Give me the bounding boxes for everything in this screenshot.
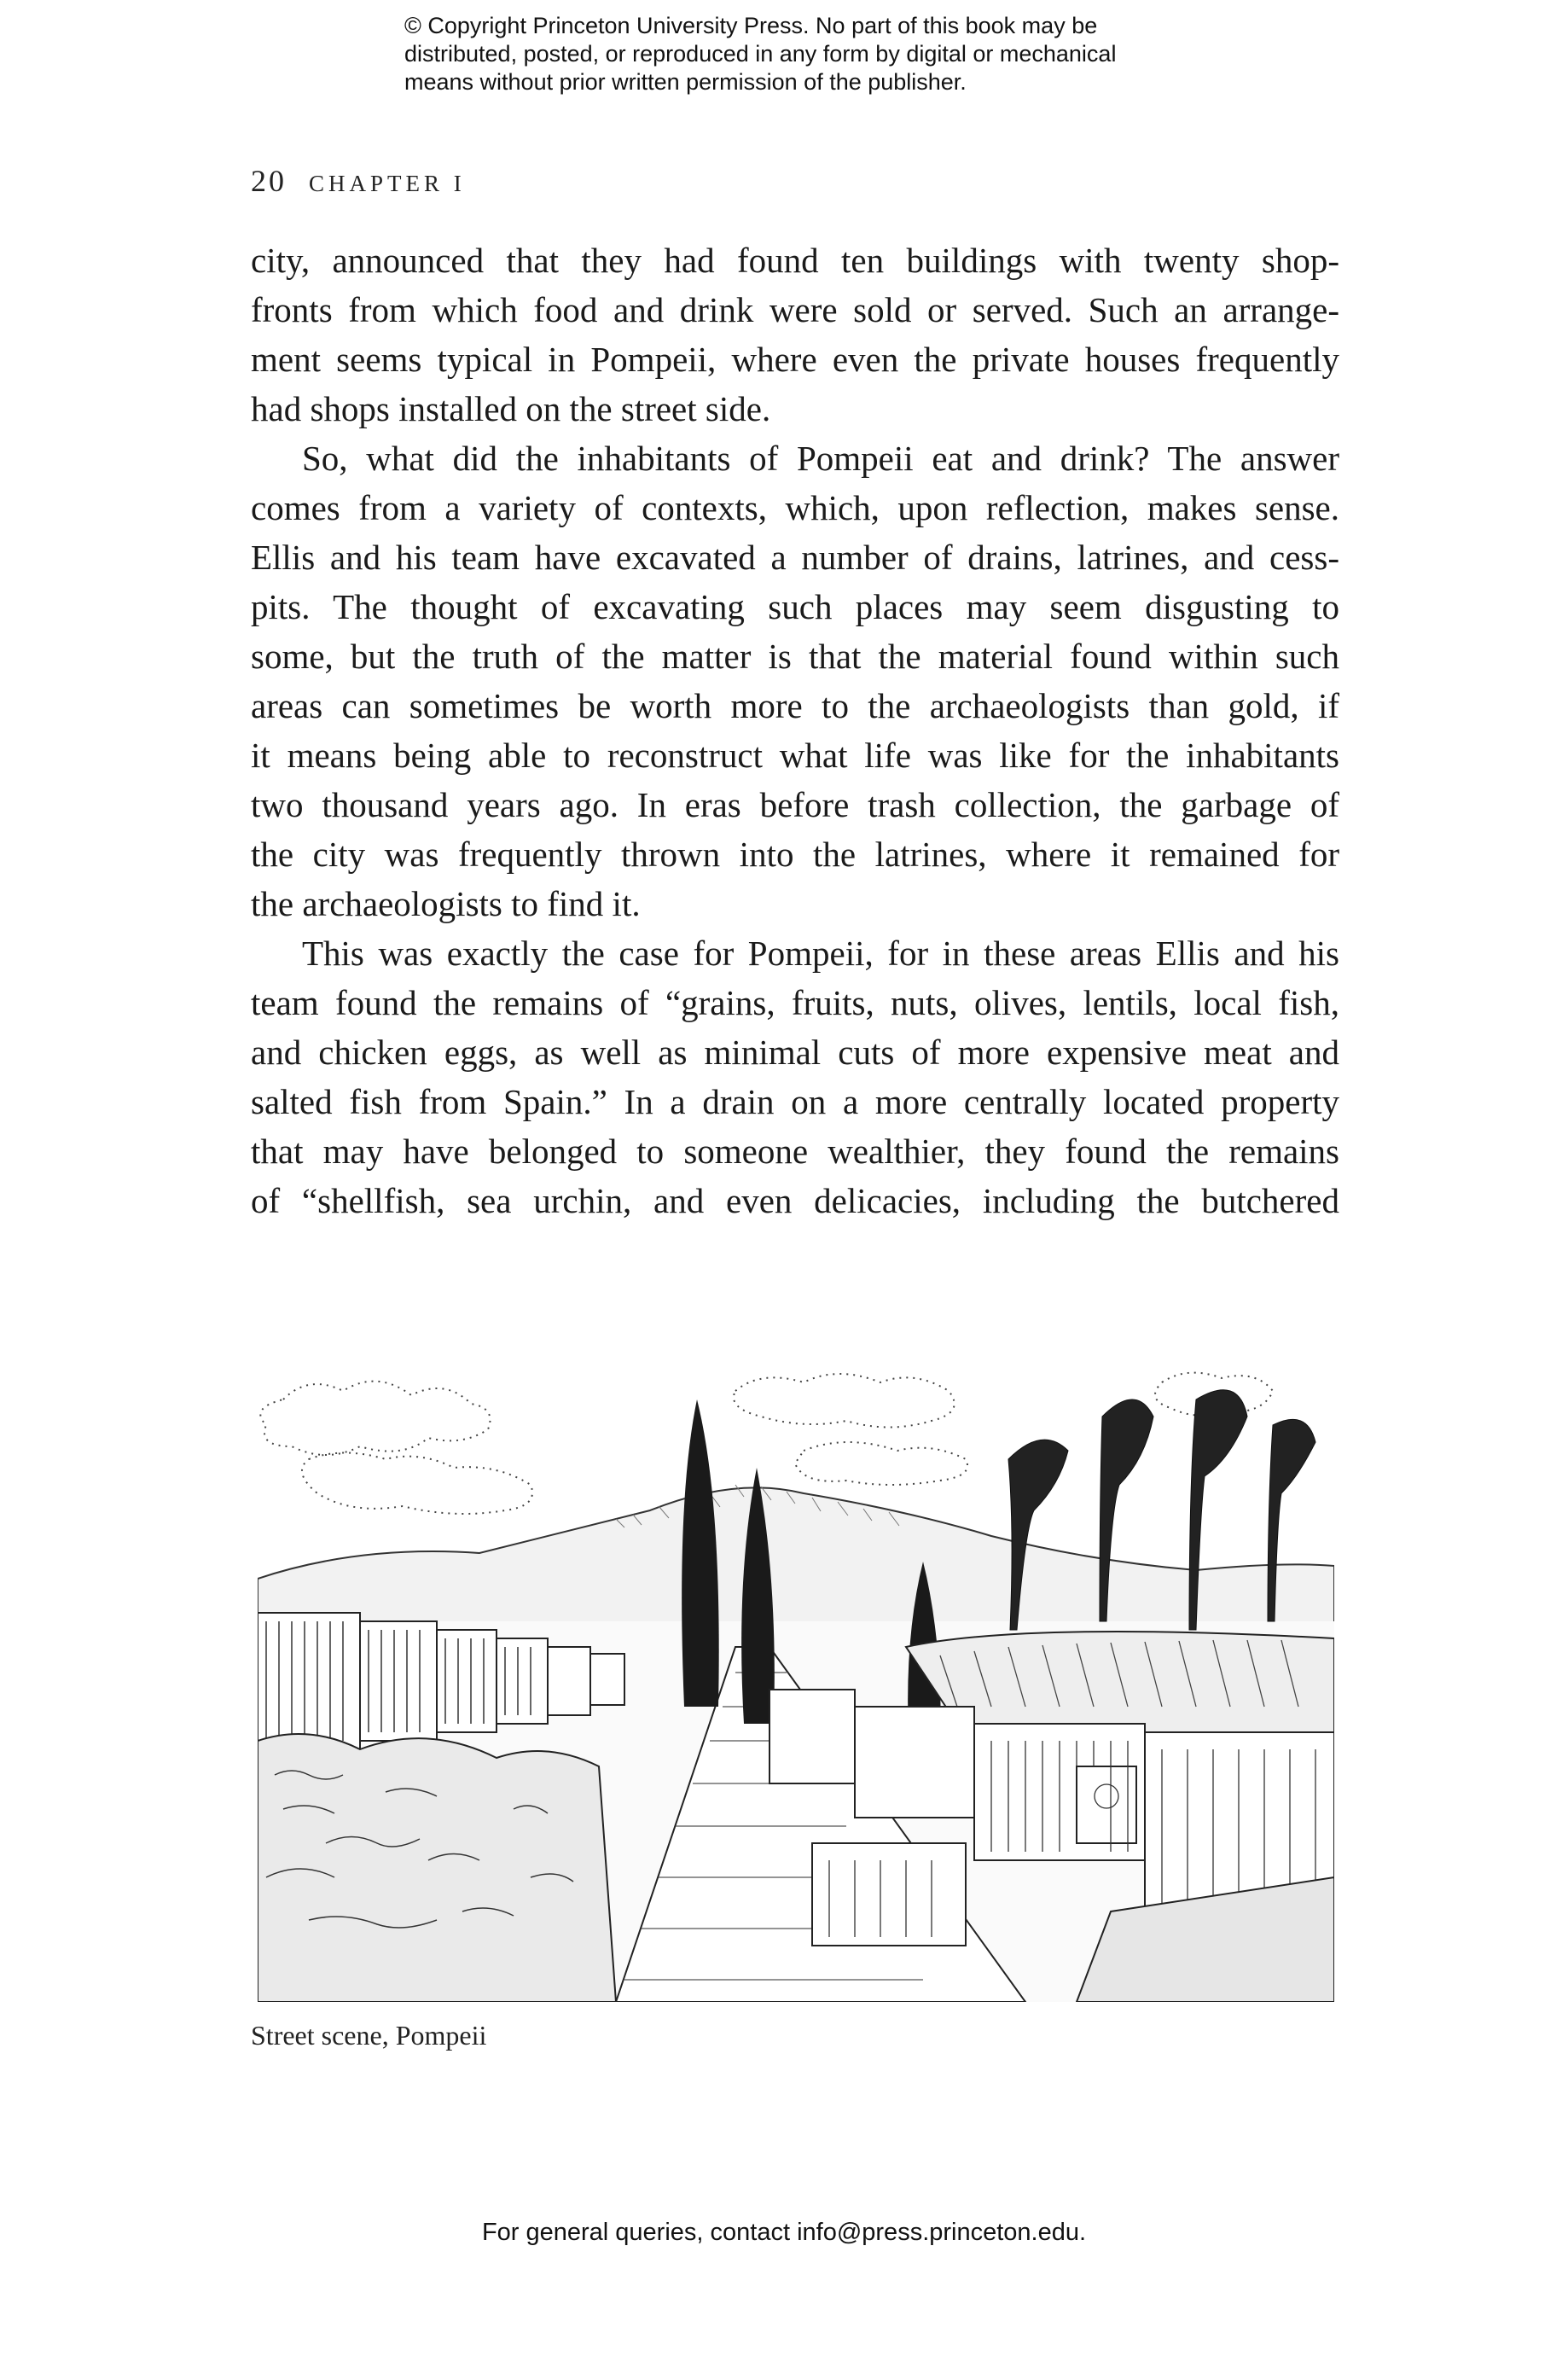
copyright-line: distributed, posted, or reproduced in any form by digital or mechanical xyxy=(404,41,1117,67)
street-scene-illustration xyxy=(258,1365,1334,2002)
copyright-line: © Copyright Princeton University Press. No part of this book may be xyxy=(404,13,1098,38)
text-line: salted fish from Spain.” In a drain on a more centrally located property xyxy=(251,1082,1339,1121)
text-line: This was exactly the case for Pompeii, for in these areas Ellis and his xyxy=(302,934,1339,973)
running-head xyxy=(251,163,466,199)
text-line: of “shellfish, sea urchin, and even delicacies, including the butchered xyxy=(251,1181,1339,1220)
text-line: city, announced that they had found ten buildings with twenty shop- xyxy=(251,241,1339,280)
text-line: fronts from which food and drink were sold or served. Such an arrange- xyxy=(251,290,1339,329)
text-line: had shops installed on the street side. xyxy=(251,389,771,428)
body-text xyxy=(251,236,1339,1225)
text-line: two thousand years ago. In eras before trash collection, the garbage of xyxy=(251,785,1339,824)
page-number: 20 xyxy=(251,164,287,198)
text-line: pits. The thought of excavating such places may seem disgusting to xyxy=(251,587,1339,626)
text-line: some, but the truth of the matter is that the material found within such xyxy=(251,637,1339,676)
text-line: the city was frequently thrown into the latrines, where it remained for xyxy=(251,835,1339,874)
text-line: areas can sometimes be worth more to the archaeologists than gold, if xyxy=(251,686,1339,725)
foreground-rubble xyxy=(258,1734,616,2002)
text-line: team found the remains of “grains, fruits, nuts, olives, lentils, local fish, xyxy=(251,983,1339,1022)
text-line: it means being able to reconstruct what life was like for the inhabitants xyxy=(251,736,1339,775)
footer-contact: For general queries, contact info@press.princeton.edu. xyxy=(481,2219,1087,2246)
text-line: and chicken eggs, as well as minimal cuts of more expensive meat and xyxy=(251,1033,1339,1072)
chapter-label: CHAPTER I xyxy=(309,171,466,196)
text-line: Ellis and his team have excavated a number of drains, latrines, and cess- xyxy=(251,538,1339,577)
copyright-notice xyxy=(404,12,1223,96)
figure-caption: Street scene, Pompeii xyxy=(251,2020,487,2051)
text-line: So, what did the inhabitants of Pompeii eat and drink? The answer xyxy=(302,439,1339,478)
text-line: comes from a variety of contexts, which, upon reflection, makes sense. xyxy=(251,488,1339,527)
copyright-line: means without prior written permission of the publisher. xyxy=(404,69,967,95)
text-line: the archaeologists to find it. xyxy=(251,884,641,923)
text-line: ment seems typical in Pompeii, where even the private houses frequently xyxy=(251,340,1339,379)
text-line: that may have belonged to someone wealthier, they found the remains xyxy=(251,1132,1339,1171)
